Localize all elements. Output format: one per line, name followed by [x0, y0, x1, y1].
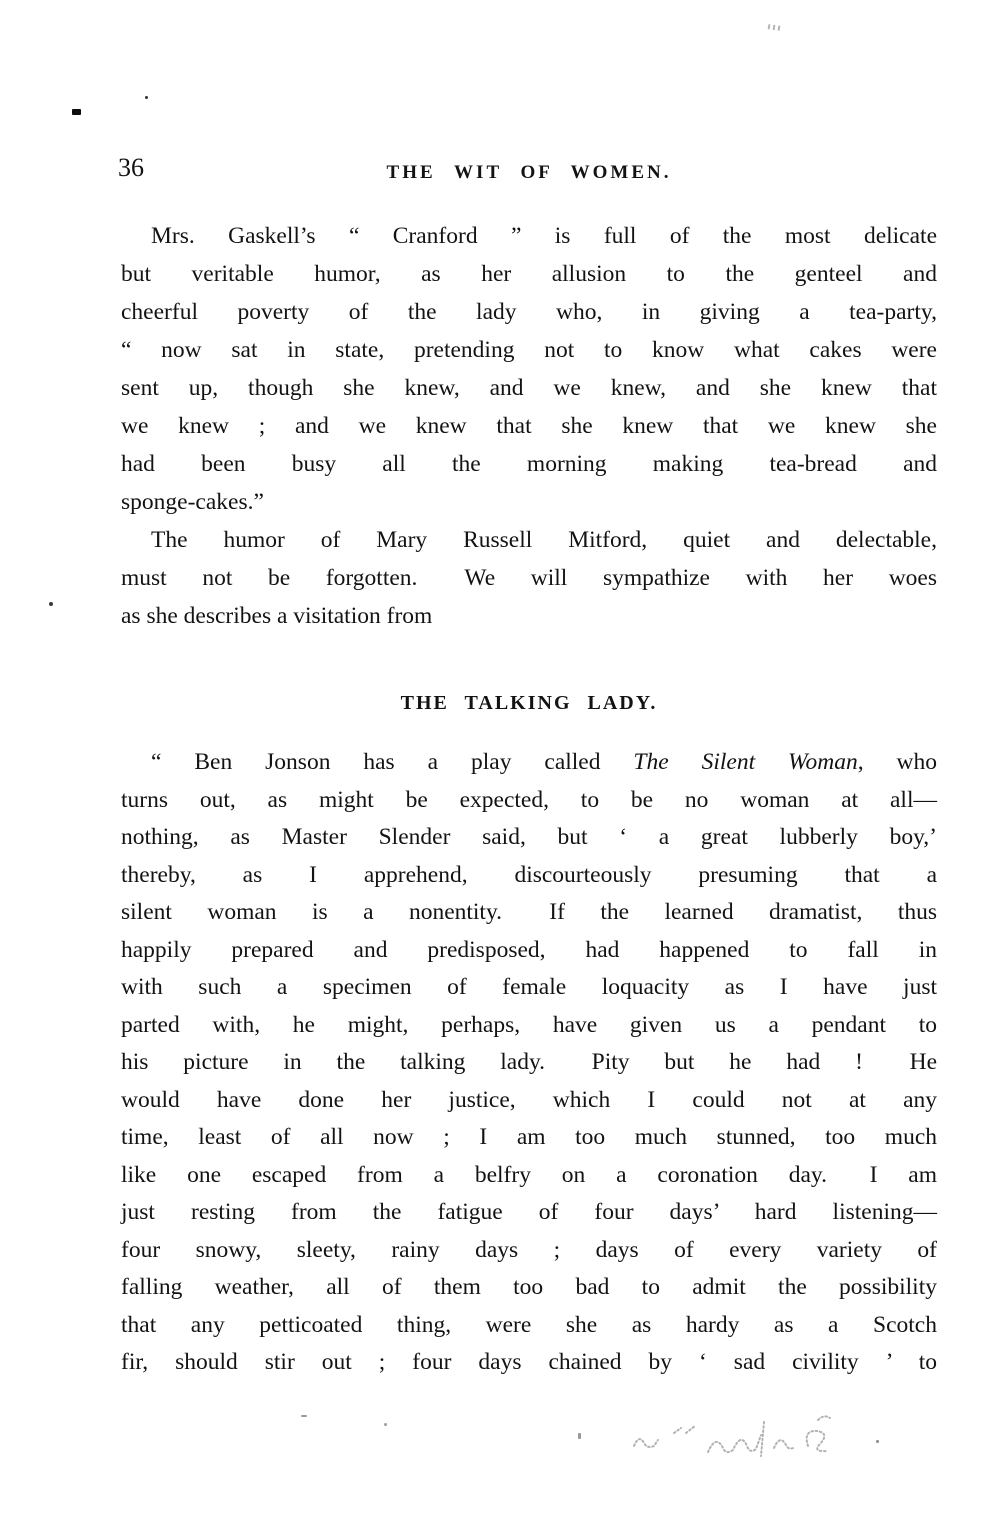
handwritten-smudge	[612, 1408, 842, 1470]
body-text-block	[121, 217, 937, 635]
text-line: just resting from the fatigue of four days’ hard listening—	[121, 1199, 937, 1225]
text-line: time, least of all now ; I am too much stunned, too much	[121, 1124, 937, 1150]
text-line: fir, should stir out ; four days chained by ‘ sad civility ’ to	[121, 1349, 937, 1375]
ink-speck	[384, 1423, 387, 1426]
page-number: 36	[118, 153, 144, 182]
text-line: that any petticoated thing, were she as hardy as a Scotch	[121, 1311, 937, 1338]
text-line	[121, 744, 937, 782]
ink-speck	[145, 96, 148, 99]
text-line: as she describes a visitation from	[121, 603, 433, 629]
text-line: “ now sat in state, pretending not to know what cakes were	[121, 337, 937, 363]
text-line: had been busy all the morning making tea-bread and	[121, 451, 937, 477]
text-line: like one escaped from a belfry on a coronation day. I am	[121, 1161, 937, 1188]
ink-speck	[49, 602, 53, 606]
text-line: happily prepared and predisposed, had happened to fall in	[121, 936, 937, 963]
scan-tick-marks	[768, 24, 781, 31]
quote-continue-text: , who	[857, 749, 937, 775]
ink-speck	[578, 1433, 581, 1439]
play-title-italic: The Silent Woman	[633, 749, 858, 775]
section-heading: THE TALKING LADY.	[400, 692, 658, 714]
text-line: with such a specimen of female loquacity as I have just	[121, 974, 937, 1000]
text-line: cheerful poverty of the lady who, in giving a tea-party,	[121, 299, 937, 325]
text-line: must not be forgotten. We will sympathize with her woes	[121, 565, 937, 591]
text-line: sponge-cakes.”	[121, 489, 264, 515]
text-line: would have done her justice, which I could not at any	[121, 1086, 937, 1113]
text-line: nothing, as Master Slender said, but ‘ a great lubberly boy,’	[121, 824, 937, 850]
text-line: turns out, as might be expected, to be no woman at all—	[121, 786, 937, 813]
ink-speck	[301, 1415, 307, 1417]
text-line: falling weather, all of them too bad to admit the possibility	[121, 1274, 937, 1300]
text-line: we knew ; and we knew that she knew that we knew she	[121, 413, 937, 439]
ink-speck	[72, 109, 81, 115]
text-line: four snowy, sleety, rainy days ; days of every variety of	[121, 1236, 937, 1263]
quote-open-text: “ Ben Jonson has a play called	[151, 749, 634, 775]
quote-text-block	[121, 744, 937, 1382]
text-line: thereby, as I apprehend, discourteously presuming that a	[121, 861, 937, 888]
text-line: The humor of Mary Russell Mitford, quiet and delectable,	[151, 527, 937, 553]
text-line: parted with, he might, perhaps, have given us a pendant to	[121, 1011, 937, 1038]
text-line: Mrs. Gaskell’s “ Cranford ” is full of the most delicate	[151, 223, 937, 249]
running-header: THE WIT OF WOMEN.	[386, 162, 672, 183]
ink-speck	[876, 1440, 879, 1443]
text-line: silent woman is a nonentity. If the learned dramatist, thus	[121, 899, 937, 925]
text-line: his picture in the talking lady. Pity but he had ! He	[121, 1049, 937, 1075]
text-line: but veritable humor, as her allusion to the genteel and	[121, 261, 937, 287]
text-line: sent up, though she knew, and we knew, and she knew that	[121, 375, 937, 401]
